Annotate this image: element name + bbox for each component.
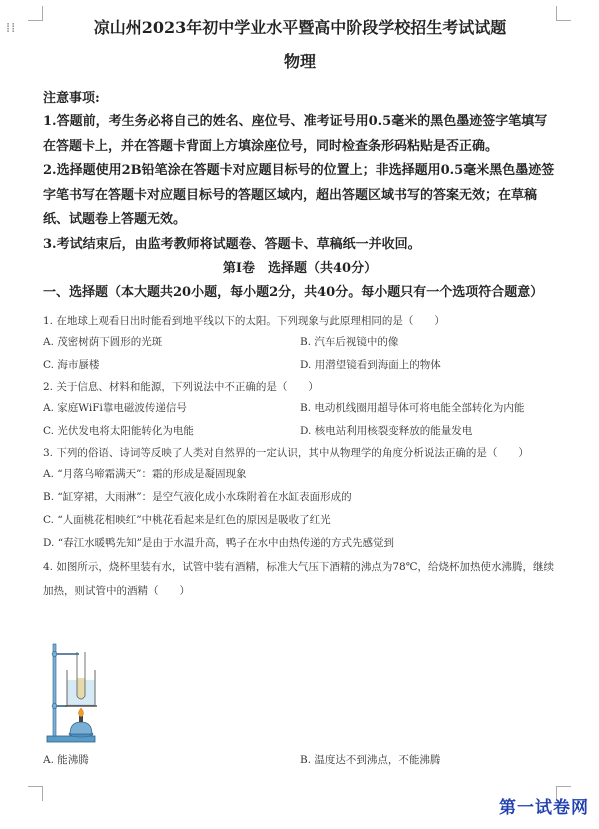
question-3-stem: 3. 下列的俗语、诗词等反映了人类对自然界的一定认识，其中从物理学的角度分析说法正确的是（ ） <box>43 447 529 459</box>
site-watermark: 第一试卷网 <box>499 798 589 818</box>
question-2-options-row-1 <box>43 397 557 420</box>
option-1b: B. 汽车后视镜中的像 <box>300 336 399 348</box>
notice-item-1: 1.答题前，考生务必将自己的姓名、座位号、准考证号用0.5毫米的黑色墨迹签字笔填写在答题卡上，并在答题卡背面上方填涂座位号，同时检查条形码粘贴是否正确。 <box>43 114 548 154</box>
section-heading: 一、选择题（本大题共20小题，每小题2分，共40分。每小题只有一个选项符合题意） <box>43 285 544 300</box>
option-2d: D. 核电站利用核裂变释放的能量发电 <box>300 425 473 437</box>
question-1-options-row-2 <box>43 354 557 377</box>
option-3d: D. “春江水暖鸭先知”是由于水温升高，鸭子在水中由热传递的方式先感觉到 <box>43 537 394 549</box>
exam-page <box>43 16 557 603</box>
notice-item-3: 3.考试结束后，由监考教师将试题卷、答题卡、草稿纸一并收回。 <box>43 236 421 252</box>
crop-mark-bottom-left <box>28 786 43 801</box>
question-4-options <box>43 749 557 772</box>
question-4-stem: 4. 如图所示，烧杯里装有水，试管中装有酒精，标准大气压下酒精的沸点为78℃，给烧杯加热使水沸腾，继续加热，则试管中的酒精（ ） <box>43 561 554 597</box>
option-3c: C. “人面桃花相映红”中桃花看起来是红色的原因是吸收了红光 <box>43 514 331 526</box>
option-3a: A. “月落乌啼霜满天”：霜的形成是凝固现象 <box>43 468 247 480</box>
question-2-stem: 2. 关于信息、材料和能源，下列说法中不正确的是（ ） <box>43 381 319 393</box>
option-2b: B. 电动机线圈用超导体可将电能全部转化为内能 <box>300 402 525 414</box>
question-1-stem: 1. 在地球上观看日出时能看到地平线以下的太阳。下列现象与此原理相同的是（ ） <box>43 315 445 327</box>
option-4a: A. 能沸腾 <box>43 754 89 766</box>
boiling-apparatus-figure <box>45 640 101 746</box>
question-2-options-row-2 <box>43 420 557 443</box>
crop-mark-top-right <box>556 6 571 21</box>
drag-handle-icon[interactable]: ⁞⁞ <box>6 21 17 36</box>
notice-item-2: 2.选择题使用2B铅笔涂在答题卡对应题目标号的位置上；非选择题用0.5毫米黑色墨迹签字笔书写在答题卡对应题目标号的答题区域内，超出答题区域书写的答案无效；在草稿纸、试题卷上答题无效。 <box>43 163 555 227</box>
crop-mark-top-left <box>28 6 43 21</box>
option-1c: C. 海市蜃楼 <box>43 359 100 371</box>
option-1a: A. 茂密树荫下圆形的光斑 <box>43 336 163 348</box>
question-4-options-row-1 <box>43 749 557 772</box>
option-2c: C. 光伏发电将太阳能转化为电能 <box>43 425 194 437</box>
section-title: 第Ⅰ卷 选择题（共40分） <box>222 261 378 276</box>
option-2a: A. 家庭WiFi靠电磁波传递信号 <box>43 402 187 414</box>
option-4b: B. 温度达不到沸点，不能沸腾 <box>300 754 441 766</box>
option-1d: D. 用潜望镜看到海面上的物体 <box>300 359 441 371</box>
subject-title: 物理 <box>283 52 316 71</box>
option-3b: B. “缸穿裙，大雨淋”：是空气液化成小水珠附着在水缸表面形成的 <box>43 491 352 503</box>
question-1-options-row-1 <box>43 331 557 354</box>
notice-heading: 注意事项: <box>43 91 100 106</box>
exam-title: 凉山州2023年初中学业水平暨高中阶段学校招生考试试题 <box>93 18 507 37</box>
